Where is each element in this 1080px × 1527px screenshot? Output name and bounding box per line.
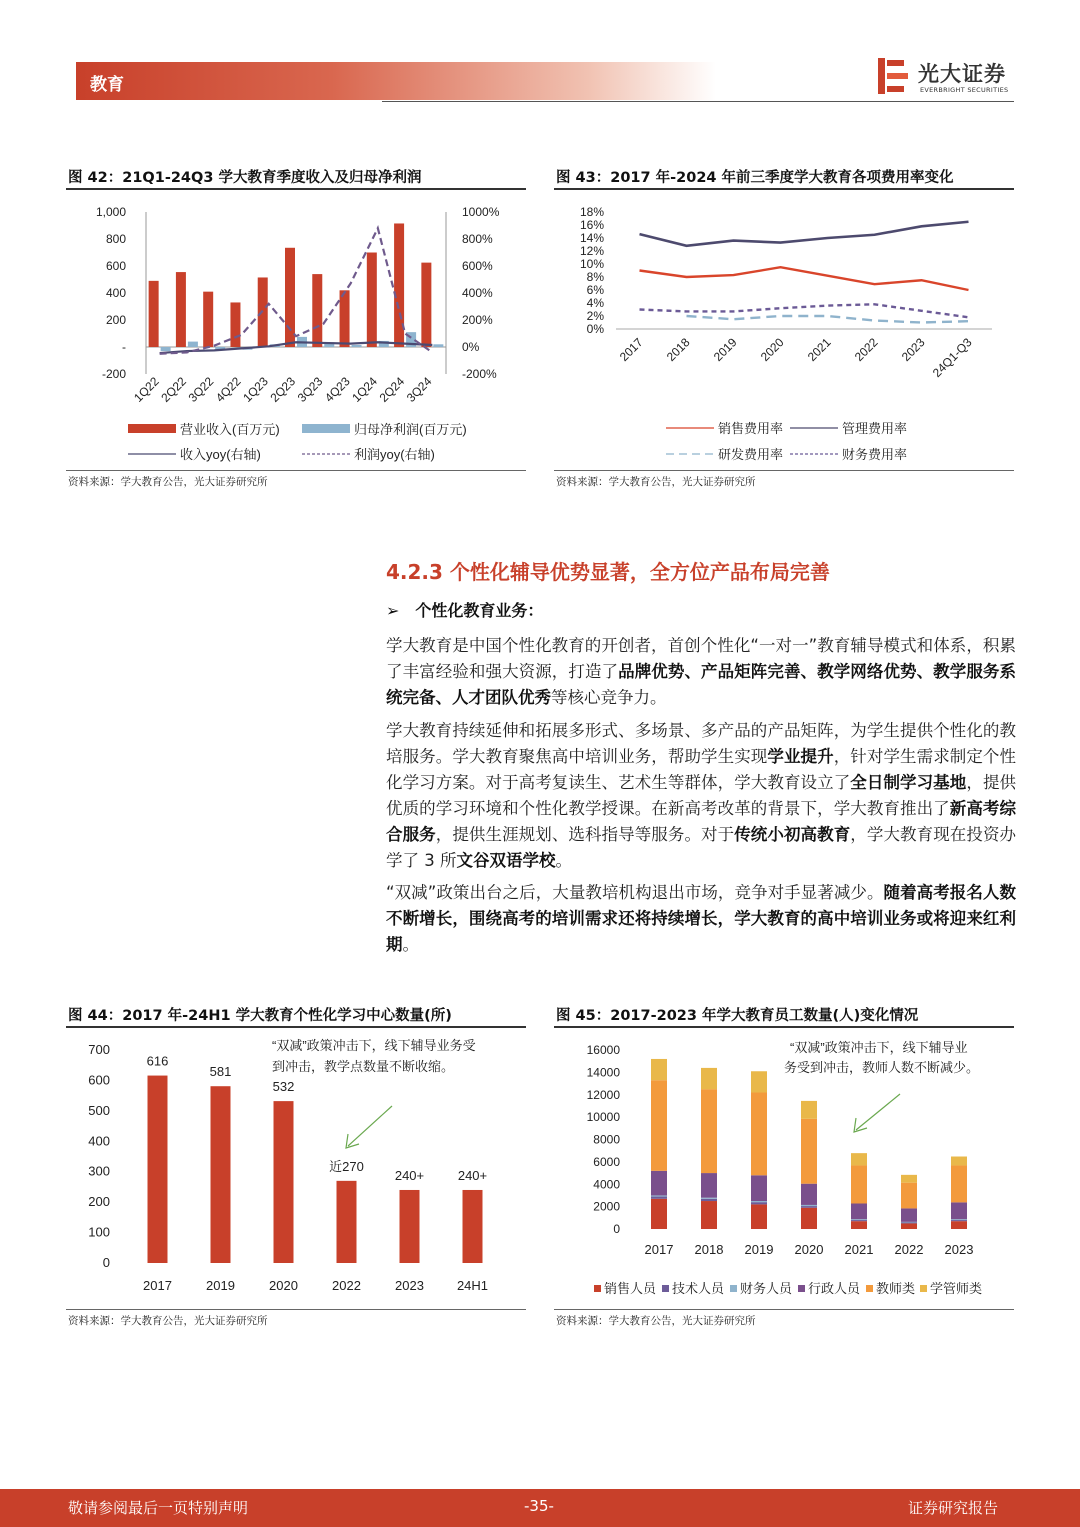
fig45-xtick: 2023 <box>944 1242 974 1257</box>
fig45-stack-segment <box>801 1119 817 1184</box>
fig45-stack-segment <box>801 1206 817 1208</box>
fig45-stack-segment <box>851 1219 867 1220</box>
fig45-stack-segment <box>851 1153 867 1165</box>
fig45-legend-label: 学管师类 <box>930 1281 983 1296</box>
fig44-bar <box>274 1101 294 1263</box>
fig44-ytick: 600 <box>88 1072 110 1088</box>
p2-bold-b: 学业提升 <box>767 747 834 766</box>
fig45-stack-segment <box>951 1220 967 1221</box>
fig42-xtick: 4Q23 <box>322 374 353 405</box>
fig43-top-rule <box>554 188 1014 190</box>
fig43-bottom-rule <box>554 470 1014 471</box>
fig45-legend-label: 教师类 <box>876 1281 916 1296</box>
fig44-top-rule <box>66 1026 526 1028</box>
fig45-stack-segment <box>951 1221 967 1229</box>
fig44-ytick: 200 <box>88 1194 110 1210</box>
fig44-xtick: 2022 <box>332 1278 361 1293</box>
fig45-xtick: 2021 <box>844 1242 874 1257</box>
fig43-legend-rd: 研发费用率 <box>718 447 784 462</box>
fig42-revenue-bar <box>176 272 186 347</box>
fig45-bottom-rule <box>554 1309 1014 1310</box>
fig45-stack-segment <box>651 1171 667 1196</box>
fig44-xtick: 2023 <box>395 1278 424 1293</box>
fig45-stack-segment <box>651 1199 667 1229</box>
fig44-data-label: 616 <box>146 1053 169 1069</box>
fig45-stack-segment <box>701 1199 717 1201</box>
fig45-stack-segment <box>751 1202 767 1204</box>
fig43-rd-line <box>687 316 969 323</box>
fig43-ytick: 6% <box>586 283 604 297</box>
fig45-stack-segment <box>801 1208 817 1229</box>
p2-bold-h: 传统小初高教育 <box>734 825 851 844</box>
fig42-xtick: 3Q23 <box>294 374 326 405</box>
fig42-bottom-rule <box>66 470 526 471</box>
p2-bold-j: 文谷双语学校 <box>456 851 556 870</box>
fig43-source: 资料来源：学大教育公告，光大证券研究所 <box>556 476 756 488</box>
everbright-logo-icon <box>878 58 908 94</box>
fig45-xtick: 2017 <box>644 1242 674 1257</box>
fig44-bottom-rule <box>66 1309 526 1310</box>
fig42-revenue-bar <box>367 253 377 348</box>
fig43-title: 图 43：2017 年-2024 年前三季度学大教育各项费用率变化 <box>556 170 954 186</box>
fig45-stack-segment <box>701 1201 717 1229</box>
fig42-legend-revenue: 营业收入(百万元) <box>180 422 280 437</box>
fig42-legend-profit-swatch <box>302 424 350 433</box>
fig45-annotation-arrow <box>856 1094 900 1130</box>
fig45-ytick: 10000 <box>586 1110 620 1125</box>
fig45-stack-segment <box>851 1220 867 1221</box>
fig45-stack-segment <box>901 1222 917 1223</box>
fig45-stack-segment <box>651 1059 667 1080</box>
fig42-ytick-left: 400 <box>105 286 126 300</box>
fig42-legend-profyoy: 利润yoy(右轴) <box>354 447 435 462</box>
fig44-data-label: 近270 <box>329 1158 364 1174</box>
fig45-stack-segment <box>951 1157 967 1166</box>
fig42-profit-bar <box>433 344 443 347</box>
fig45-legend-label: 行政人员 <box>808 1281 861 1296</box>
fig42-revenue-bar <box>203 292 213 347</box>
fig42-ytick-right: -200% <box>462 367 497 381</box>
fig44-annotation-line1: “双减”政策冲击下，线下辅导业务受 <box>272 1038 476 1053</box>
fig45-legend-swatch <box>662 1285 669 1292</box>
fig43-xtick: 2021 <box>804 335 834 365</box>
fig43-xtick: 2022 <box>851 335 881 365</box>
fig45-stack-segment <box>651 1080 667 1171</box>
fig45-ytick: 2000 <box>593 1199 620 1214</box>
bullet-heading <box>386 598 543 621</box>
p2-bold-f: 新高考综合服务 <box>386 799 1017 844</box>
fig42-legend-profit: 归母净利润(百万元) <box>354 422 467 437</box>
p2-text-g: ，提供生涯规划、选科指导等服务。对于 <box>435 825 735 844</box>
fig44-ytick: 0 <box>102 1255 110 1270</box>
p2-text-a: 学大教育持续延伸和拓展多形式、多场景、多产品的产品矩阵，为学生提供个性化的教培服务。学大教育聚焦高中培训业务，帮助学生实现 <box>386 721 1016 766</box>
fig43-legend-finance: 财务费用率 <box>842 447 908 462</box>
fig43-xtick: 2019 <box>710 335 740 365</box>
fig42-xtick: 2Q22 <box>158 374 190 405</box>
fig45-annotation-line1: “双减”政策冲击下，线下辅导业 <box>790 1040 968 1055</box>
fig45-stack-segment <box>951 1219 967 1220</box>
fig42-title: 图 42：21Q1-24Q3 学大教育季度收入及归母净利润 <box>68 170 422 186</box>
fig45-stack-segment <box>701 1173 717 1198</box>
fig43-ytick: 18% <box>579 205 604 219</box>
bullet-text: 个性化教育业务： <box>415 601 544 620</box>
p3-bold-b: 随着高考报名人数不断增长，围绕高考的培训需求还将持续增长，学大教育的高中培训业务或将迎来红利期 <box>386 883 1016 954</box>
fig43-ytick: 8% <box>586 270 604 284</box>
fig45-stack-segment <box>751 1071 767 1092</box>
fig42-ytick-left: 200 <box>105 313 126 327</box>
fig42-xtick: 2Q24 <box>376 374 408 405</box>
fig44-ytick: 500 <box>88 1102 110 1118</box>
fig45-stack-segment <box>901 1175 917 1183</box>
fig44-annotation-arrow <box>348 1106 392 1146</box>
fig42-ytick-right: 1000% <box>462 205 500 219</box>
p2-text-k: 。 <box>555 851 572 870</box>
fig42-revenue-bar <box>340 290 350 347</box>
p1-text: 学大教育是中国个性化教育的开创者，首创个性化“一对一”教育辅导模式和体系，积累了丰富经验和强大资源，打造了 <box>386 636 1016 681</box>
fig42-ytick-right: 600% <box>462 259 493 273</box>
fig42-ytick-left: - <box>122 340 126 354</box>
fig43-ytick: 16% <box>579 218 604 232</box>
footer-disclaimer: 敬请参阅最后一页特别声明 <box>68 1499 249 1517</box>
fig43-chart <box>554 192 1014 470</box>
fig43-xtick: 24Q1-Q3 <box>929 335 975 381</box>
fig45-stack-segment <box>951 1165 967 1202</box>
fig42-xtick: 1Q22 <box>131 374 162 405</box>
fig45-legend-swatch <box>866 1285 873 1292</box>
fig45-stack-segment <box>951 1202 967 1219</box>
fig45-legend-swatch <box>594 1285 601 1292</box>
fig42-profit-bar <box>188 342 198 347</box>
fig42-revenue-bar <box>285 248 295 347</box>
fig43-ytick: 0% <box>586 322 604 336</box>
fig42-ytick-right: 800% <box>462 232 493 246</box>
fig42-xtick: 3Q24 <box>403 374 435 405</box>
fig45-legend-swatch <box>798 1285 805 1292</box>
fig43-ytick: 12% <box>579 244 604 258</box>
fig42-profit-yoy-line <box>160 228 433 354</box>
fig45-legend-label: 销售人员 <box>604 1281 657 1296</box>
fig43-xtick: 2023 <box>898 335 928 365</box>
p1-text-end: 等核心竞争力。 <box>551 688 667 707</box>
paragraph-1 <box>386 633 1016 711</box>
fig45-stack-segment <box>851 1221 867 1229</box>
p2-bold-d: 全日制学习基地 <box>850 773 967 792</box>
fig45-xtick: 2020 <box>794 1242 824 1257</box>
p2-text-e: ，提供优质的学习环境和个性化教学授课。在新高考改革的背景下，学大教育推出了 <box>386 773 1017 818</box>
fig45-stack-segment <box>901 1183 917 1209</box>
fig45-xtick: 2022 <box>894 1242 924 1257</box>
header-banner <box>76 62 716 100</box>
paragraph-2 <box>386 718 1016 874</box>
fig45-xtick: 2018 <box>694 1242 724 1257</box>
fig44-source: 资料来源：学大教育公告，光大证券研究所 <box>68 1315 268 1327</box>
fig42-ytick-left: 800 <box>105 232 126 246</box>
fig44-bar <box>211 1086 231 1263</box>
fig42-revenue-yoy-line <box>160 342 433 353</box>
fig45-ytick: 4000 <box>593 1177 620 1192</box>
fig44-data-label: 581 <box>209 1064 232 1080</box>
fig44-bar <box>148 1076 168 1263</box>
fig45-legend-swatch <box>920 1285 927 1292</box>
fig45-stack-segment <box>701 1068 717 1089</box>
logo-text: 光大证券 <box>918 62 1006 86</box>
fig42-revenue-bar <box>421 263 431 347</box>
fig44-bar <box>337 1181 357 1263</box>
fig43-legend-admin: 管理费用率 <box>842 421 908 436</box>
fig44-xtick: 2020 <box>269 1278 298 1293</box>
fig45-ytick: 12000 <box>586 1087 620 1102</box>
fig43-xtick: 2017 <box>616 335 646 365</box>
fig42-xtick: 3Q22 <box>185 374 217 405</box>
fig45-stack-segment <box>651 1195 667 1196</box>
fig43-legend-sales: 销售费用率 <box>718 421 784 436</box>
fig45-stack-segment <box>851 1203 867 1219</box>
fig45-annotation-line2: 务受到冲击，教师人数不断减少。 <box>784 1060 980 1075</box>
fig45-stack-segment <box>651 1197 667 1199</box>
fig43-admin-line <box>640 222 969 246</box>
fig42-revenue-bar <box>394 223 404 347</box>
p3-text-c: 。 <box>402 935 419 954</box>
fig42-ytick-right: 400% <box>462 286 493 300</box>
fig42-ytick-left: 600 <box>105 259 126 273</box>
fig44-bar <box>400 1190 420 1263</box>
fig45-stack-segment <box>901 1208 917 1221</box>
fig44-ytick: 700 <box>88 1042 110 1057</box>
fig44-xtick: 24H1 <box>456 1278 489 1293</box>
fig44-bar <box>463 1190 483 1263</box>
fig45-stack-segment <box>901 1223 917 1229</box>
fig45-legend-swatch <box>730 1285 737 1292</box>
fig42-revenue-bar <box>312 274 322 347</box>
fig44-data-label: 532 <box>272 1079 295 1095</box>
fig43-ytick: 4% <box>586 296 604 310</box>
fig45-ytick: 6000 <box>593 1154 620 1169</box>
fig42-revenue-bar <box>230 302 240 347</box>
fig43-xtick: 2018 <box>663 335 693 365</box>
fig45-stack-segment <box>801 1101 817 1119</box>
fig42-legend-revyoy: 收入yoy(右轴) <box>180 447 261 462</box>
fig42-xtick: 4Q22 <box>212 374 244 405</box>
fig42-ytick-left: -200 <box>101 367 126 381</box>
fig45-ytick: 8000 <box>593 1132 620 1147</box>
fig44-ytick: 100 <box>88 1224 110 1240</box>
fig44-ytick: 400 <box>88 1133 110 1149</box>
fig45-stack-segment <box>801 1205 817 1206</box>
fig42-source: 资料来源：学大教育公告，光大证券研究所 <box>68 476 268 488</box>
fig42-ytick-right: 0% <box>462 340 480 354</box>
fig43-xtick: 2020 <box>757 335 787 365</box>
fig45-xtick: 2019 <box>744 1242 774 1257</box>
fig43-ytick: 14% <box>579 231 604 245</box>
header-divider <box>382 101 1014 102</box>
fig42-legend-revenue-swatch <box>128 424 176 433</box>
fig43-ytick: 2% <box>586 309 604 323</box>
fig43-sales-line <box>640 267 969 290</box>
fig45-ytick: 14000 <box>586 1065 620 1080</box>
page-number: -35- <box>524 1497 554 1515</box>
fig42-ytick-right: 200% <box>462 313 493 327</box>
fig42-revenue-bar <box>149 281 159 347</box>
fig45-title: 图 45：2017-2023 年学大教育员工数量(人)变化情况 <box>556 1008 919 1024</box>
fig45-stack-segment <box>851 1165 867 1203</box>
fig45-legend-label: 技术人员 <box>672 1281 725 1296</box>
fig44-chart <box>66 1030 526 1308</box>
fig45-legend-label: 财务人员 <box>740 1281 793 1296</box>
fig42-chart <box>66 192 526 470</box>
fig45-stack-segment <box>701 1198 717 1199</box>
fig45-stack-segment <box>901 1223 917 1224</box>
fig45-chart <box>554 1030 1014 1308</box>
fig45-stack-segment <box>701 1089 717 1173</box>
p2-text-i: ，学大教育现在投资办学了 3 所 <box>386 825 1017 870</box>
fig45-ytick: 0 <box>613 1222 620 1236</box>
fig44-data-label: 240+ <box>457 1167 488 1183</box>
fig45-stack-segment <box>751 1093 767 1176</box>
section-heading: 4.2.3 个性化辅导优势显著，全方位产品布局完善 <box>386 560 830 584</box>
p1-bold: 品牌优势、产品矩阵完善、教学网络优势、教学服务系统完备、人才团队优秀 <box>386 662 1017 707</box>
fig42-profit-bar <box>352 345 362 347</box>
fig45-stack-segment <box>751 1201 767 1202</box>
fig42-ytick-left: 1,000 <box>95 205 126 219</box>
fig45-top-rule <box>554 1026 1014 1028</box>
fig44-data-label: 240+ <box>394 1167 425 1183</box>
section-label: 教育 <box>90 75 124 95</box>
fig43-ytick: 10% <box>579 257 604 271</box>
logo-subtext: EVERBRIGHT SECURITIES <box>920 86 1009 94</box>
fig42-xtick: 1Q23 <box>240 374 271 405</box>
fig45-source: 资料来源：学大教育公告，光大证券研究所 <box>556 1315 756 1327</box>
fig44-xtick: 2017 <box>143 1278 172 1293</box>
fig45-stack-segment <box>751 1204 767 1229</box>
fig44-title: 图 44：2017 年-24H1 学大教育个性化学习中心数量(所) <box>68 1008 452 1024</box>
bullet-arrow-icon: ➢ <box>386 601 400 620</box>
p3-text-a: “双减”政策出台之后，大量教培机构退出市场，竞争对手显著减少。 <box>386 883 884 902</box>
fig45-stack-segment <box>751 1175 767 1201</box>
fig44-annotation-line2: 到冲击，教学点数量不断收缩。 <box>272 1059 455 1074</box>
fig45-ytick: 16000 <box>586 1043 620 1057</box>
footer-report-type: 证券研究报告 <box>908 1499 999 1517</box>
fig42-profit-bar <box>161 347 171 351</box>
fig42-xtick: 1Q24 <box>349 374 380 405</box>
p2-text-c: ，针对学生需求制定个性化学习方案。对于高考复读生、艺术生等群体，学大教育设立了 <box>386 747 1017 792</box>
paragraph-3 <box>386 880 1016 958</box>
fig44-xtick: 2019 <box>206 1278 235 1293</box>
fig44-ytick: 300 <box>88 1163 110 1179</box>
fig42-top-rule <box>66 188 526 190</box>
fig42-xtick: 2Q23 <box>267 374 299 405</box>
fig45-stack-segment <box>801 1184 817 1205</box>
